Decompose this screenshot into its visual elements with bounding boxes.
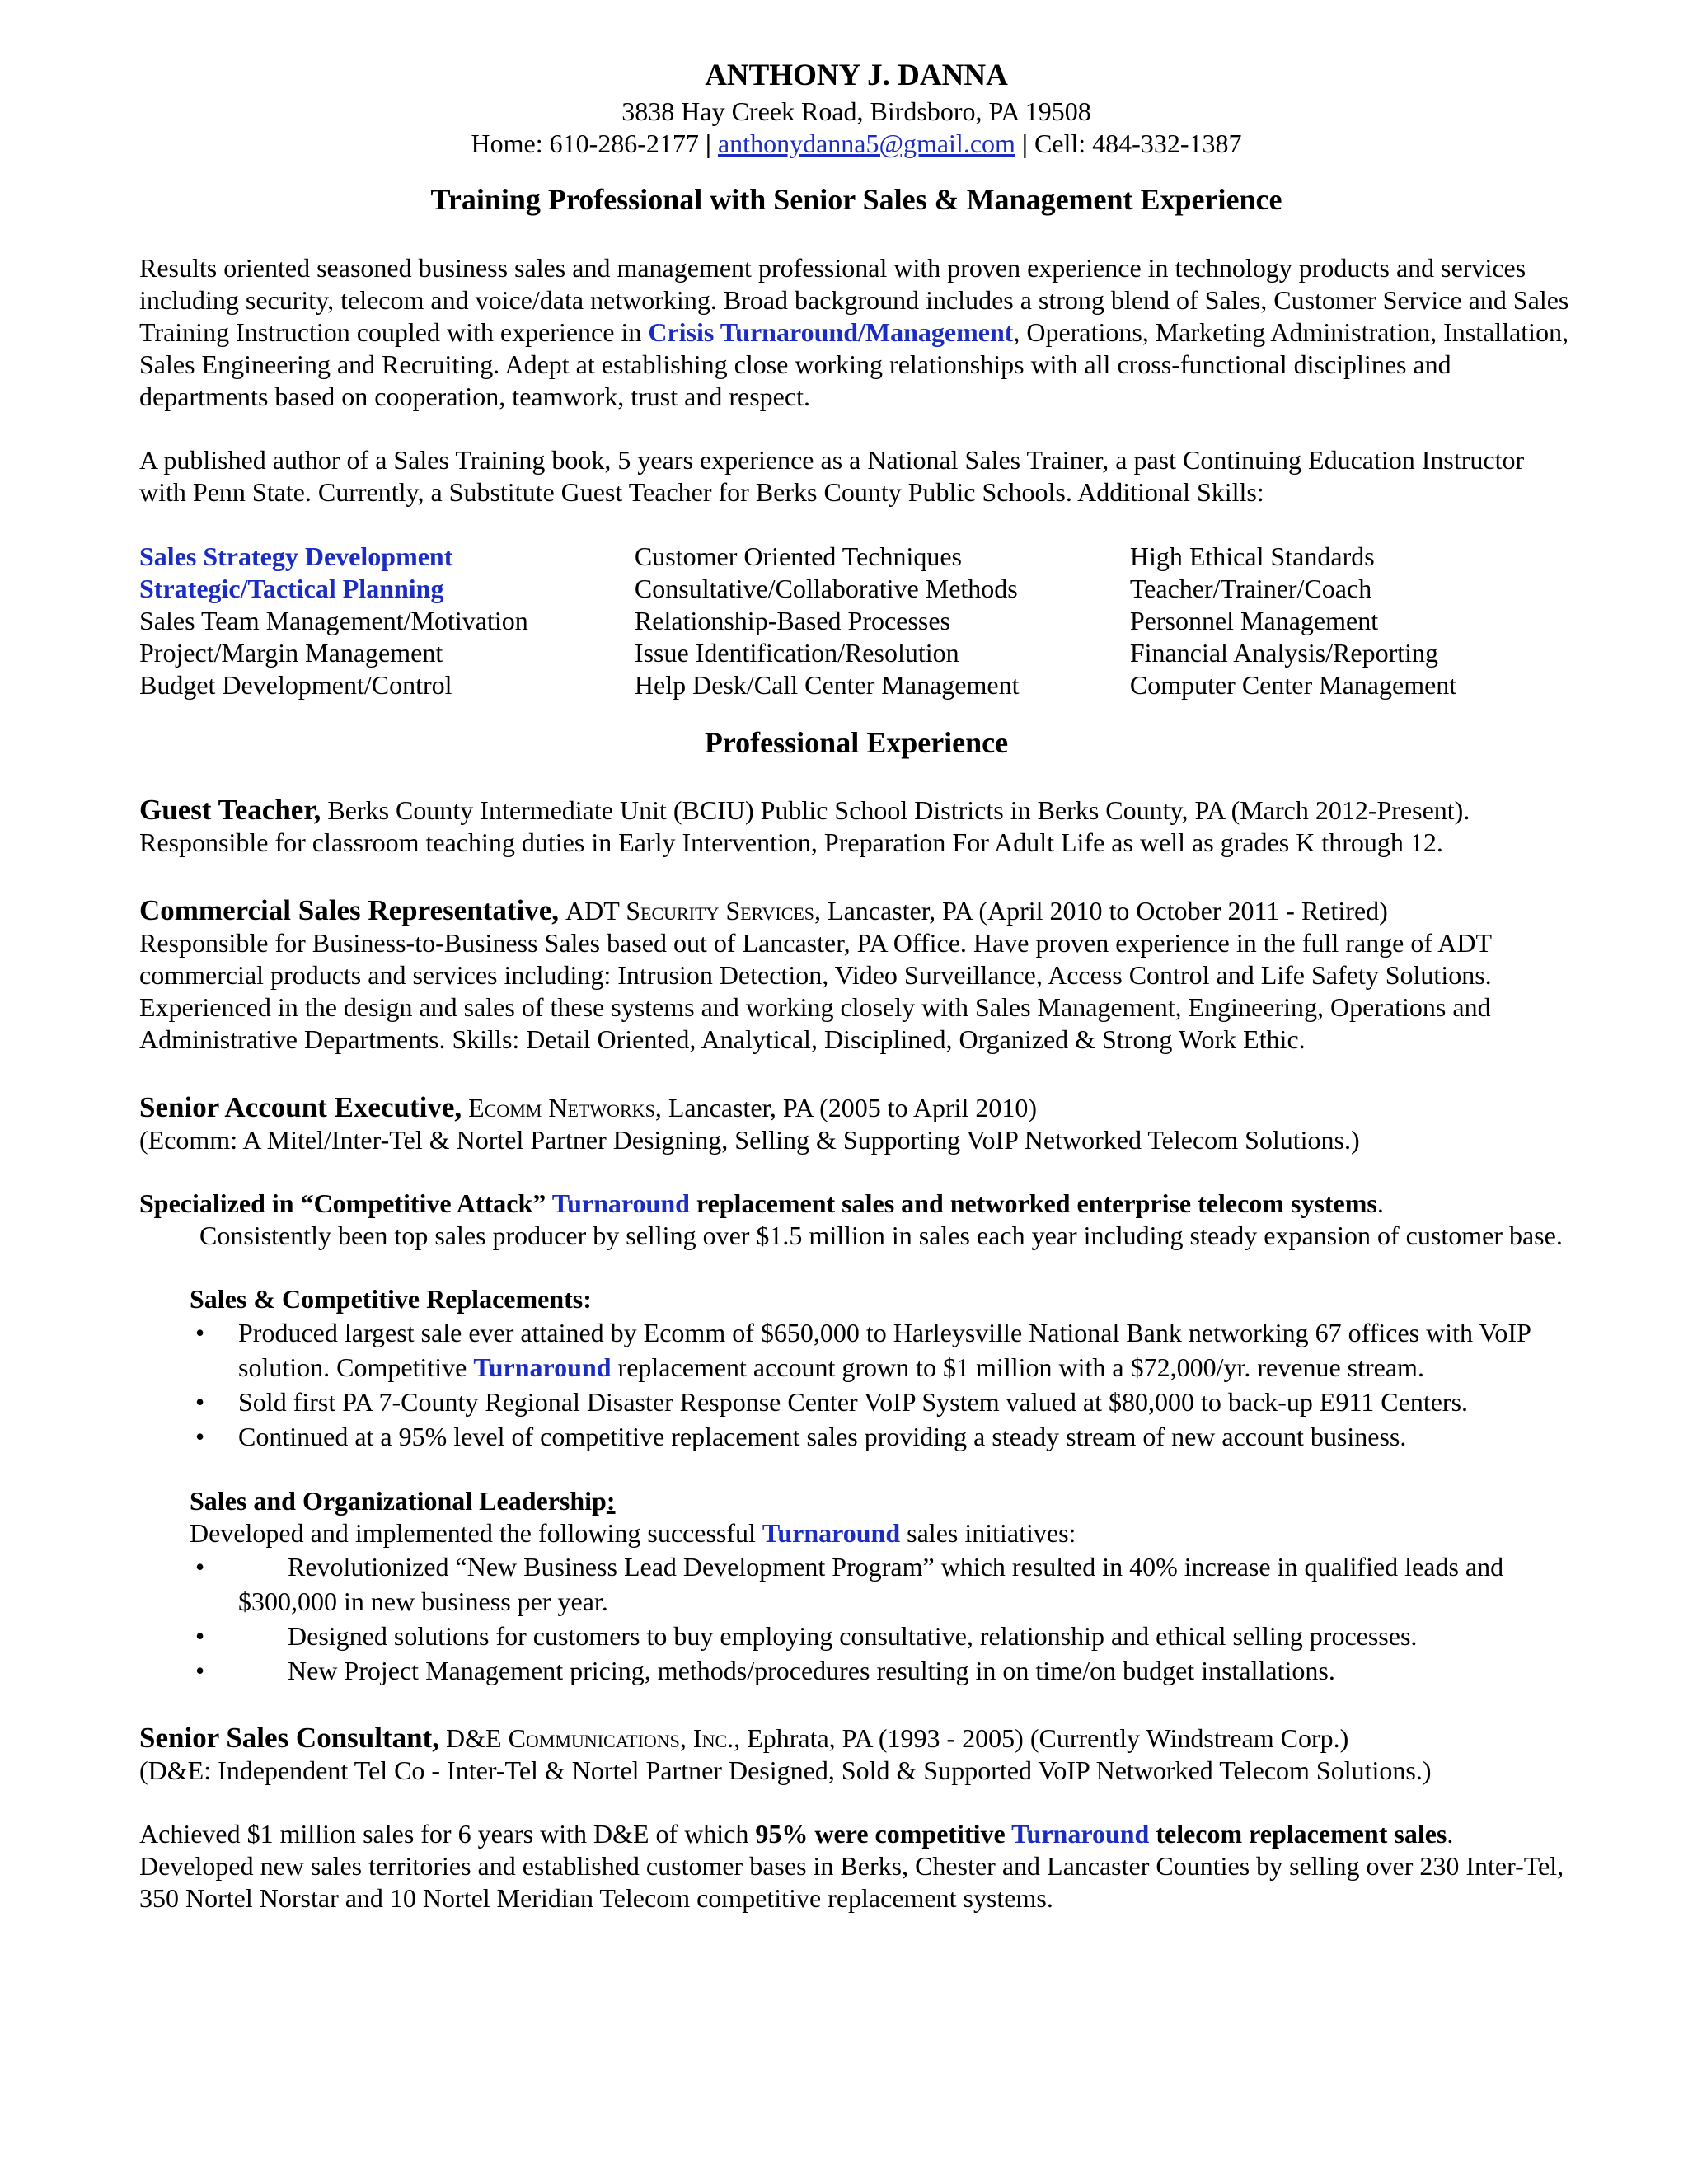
bullet-icon: • xyxy=(195,1656,205,1685)
job-heading xyxy=(139,1091,1573,1124)
headline: Training Professional with Senior Sales & Management Experience xyxy=(430,183,1282,216)
skill-item: Personnel Management xyxy=(1129,606,1379,635)
skills-column-2 xyxy=(635,541,1130,701)
skills-column-1 xyxy=(139,541,635,701)
job-guest-teacher xyxy=(139,794,1573,859)
separator: | xyxy=(705,129,711,158)
home-phone: Home: 610-286-2177 xyxy=(471,129,699,158)
spec-end: . xyxy=(1376,1188,1384,1218)
ach-bold: telecom replacement sales xyxy=(1149,1819,1447,1849)
job-heading xyxy=(139,1722,1573,1755)
bullet-icon: • xyxy=(195,1552,205,1582)
list-item xyxy=(139,1385,1573,1419)
summary-highlight: Crisis Turnaround/Management xyxy=(648,317,1014,347)
separator: | xyxy=(1021,129,1028,158)
email-link[interactable]: anthonydanna5@gmail.com xyxy=(717,129,1015,158)
skill-item: Sales Strategy Development xyxy=(139,541,453,571)
skill-item: Project/Margin Management xyxy=(139,638,443,668)
cell-phone: Cell: 484-332-1387 xyxy=(1034,129,1242,158)
item-text: New Project Management pricing, methods/procedures resulting in on time/on budget installations. xyxy=(288,1656,1335,1685)
resume-page xyxy=(139,56,1573,1915)
skill-item: Financial Analysis/Reporting xyxy=(1129,638,1439,668)
job-company: D&E Communications, Inc. xyxy=(446,1723,734,1753)
job-company: Ecomm Networks xyxy=(468,1093,655,1122)
item-text: Sold first PA 7-County Regional Disaster Response Center VoIP System valued at $80,000 to back-up E911 Centers. xyxy=(238,1387,1469,1417)
spec-description: Consistently been top sales producer by selling over $1.5 million in sales each year including steady expansion of customer base. xyxy=(199,1221,1563,1250)
summary-text: Results oriented seasoned business sales and management professional with proven experience in technology products and services including security, telecom and voice/data networking. Broad background includes a strong blend of Sales, Customer Service and Sales Training Instruction coupled with experience in xyxy=(139,253,1569,347)
job-description: Responsible for Business-to-Business Sales based out of Lancaster, PA Office. Have proven experience in the full range of ADT commercial products and services including: Intrusion Detection, Video Surveillance, Access Control and Life Safety Solutions. Experienced in the design and sales of these systems and working closely with Sales Management, Engineering, Operations and Administrative Departments. Skills: Detail Oriented, Analytical, Disciplined, Organized & Strong Work Ethic. xyxy=(139,928,1492,1054)
achievement xyxy=(139,1818,1573,1850)
skill-item: Computer Center Management xyxy=(1129,670,1457,700)
job-heading xyxy=(139,794,1573,827)
item-text: Revolutionized “New Business Lead Development Program” which resulted in 40% increase in qualified leads and $300,000 in new business per year. xyxy=(238,1552,1504,1616)
achievement-description: Developed new sales territories and established customer bases in Berks, Chester and Lancaster Counties by selling over 230 Inter-Tel, 350 Nortel Norstar and 10 Nortel Meridian Telecom competitive replacement systems. xyxy=(139,1851,1564,1913)
job-note: (D&E: Independent Tel Co - Inter-Tel & Nortel Partner Designed, Sold & Supported VoIP Networked Telecom Solutions.) xyxy=(139,1755,1432,1785)
item-text: Continued at a 95% level of competitive replacement sales providing a steady stream of new account business. xyxy=(238,1422,1407,1451)
list-item xyxy=(139,1315,1573,1385)
job-title: Commercial Sales Representative, xyxy=(139,894,560,926)
skill-item: Consultative/Collaborative Methods xyxy=(634,574,1018,603)
leadership-intro xyxy=(139,1517,1573,1549)
contact-line xyxy=(139,128,1573,160)
skill-item: Issue Identification/Resolution xyxy=(634,638,959,668)
ach-bold: 95% were competitive xyxy=(755,1819,1012,1849)
job-de xyxy=(139,1722,1573,1915)
skill-item: Customer Oriented Techniques xyxy=(634,541,962,571)
bullet-icon: • xyxy=(195,1621,205,1651)
job-title: Guest Teacher, xyxy=(139,794,321,826)
item-text: Produced largest sale ever attained by Ecomm of $650,000 to Harleysville National Bank networking 67 offices with VoIP solution. Competitive xyxy=(238,1318,1531,1382)
item-text: Designed solutions for customers to buy employing consultative, relationship and ethical selling processes. xyxy=(288,1621,1418,1651)
job-org: Berks County Intermediate Unit (BCIU) Public School Districts in Berks County, PA (March 2012-Present). xyxy=(321,795,1470,825)
job-location-dates: , Ephrata, PA (1993 - 2005) (Currently Windstream Corp.) xyxy=(734,1723,1349,1753)
candidate-name: ANTHONY J. DANNA xyxy=(705,59,1008,92)
skill-item: Help Desk/Call Center Management xyxy=(634,670,1020,700)
job-adt xyxy=(139,894,1573,1056)
job-location-dates: , Lancaster, PA (April 2010 to October 2011 - Retired) xyxy=(814,896,1388,926)
skills-grid xyxy=(139,541,1573,701)
skill-item: High Ethical Standards xyxy=(1129,541,1375,571)
list-item xyxy=(139,1619,1573,1653)
ach-end: . xyxy=(1447,1819,1454,1849)
skill-item: Budget Development/Control xyxy=(139,670,452,700)
resume-header xyxy=(139,56,1573,160)
job-heading xyxy=(139,894,1573,927)
job-title: Senior Sales Consultant, xyxy=(139,1722,440,1754)
bullet-icon: • xyxy=(195,1318,205,1347)
achievement-list xyxy=(139,1315,1573,1454)
spec-text: replacement sales and networked enterprise telecom systems xyxy=(689,1188,1377,1218)
list-item xyxy=(139,1419,1573,1454)
skills-column-3 xyxy=(1130,541,1573,701)
summary-paragraph xyxy=(139,252,1573,413)
skill-item: Relationship-Based Processes xyxy=(634,606,950,635)
item-text: replacement account grown to $1 million with a $72,000/yr. revenue stream. xyxy=(611,1352,1424,1382)
initiative-list xyxy=(139,1549,1573,1688)
bullet-icon: • xyxy=(195,1422,205,1451)
subheading-text: Sales and Organizational Leadership xyxy=(190,1486,607,1516)
bullet-icon: • xyxy=(195,1387,205,1417)
subheading xyxy=(139,1485,1573,1517)
ach-highlight: Turnaround xyxy=(1011,1819,1150,1849)
job-location-dates: , Lancaster, PA (2005 to April 2010) xyxy=(654,1093,1038,1122)
job-title: Senior Account Executive, xyxy=(139,1091,462,1123)
spec-text: Specialized in “Competitive Attack” xyxy=(139,1188,552,1218)
job-company: ADT Security Services xyxy=(565,896,815,926)
item-highlight: Turnaround xyxy=(473,1352,612,1382)
intro-text: sales initiatives: xyxy=(900,1518,1076,1548)
section-title-experience: Professional Experience xyxy=(704,726,1009,759)
skill-item: Strategic/Tactical Planning xyxy=(139,574,444,603)
subheading: Sales & Competitive Replacements: xyxy=(190,1284,592,1314)
list-item xyxy=(139,1549,1573,1619)
subheading-colon: : xyxy=(606,1486,616,1516)
intro-text: Developed and implemented the following successful xyxy=(190,1518,762,1548)
skill-item: Teacher/Trainer/Coach xyxy=(1129,574,1372,603)
address: 3838 Hay Creek Road, Birdsboro, PA 19508 xyxy=(621,96,1091,126)
job-description: Responsible for classroom teaching duties in Early Intervention, Preparation For Adult Life as well as grades K through 12. xyxy=(139,827,1443,857)
job-ecomm xyxy=(139,1091,1573,1688)
ach-text: Achieved $1 million sales for 6 years with D&E of which xyxy=(139,1819,756,1849)
job-note: (Ecomm: A Mitel/Inter-Tel & Nortel Partner Designing, Selling & Supporting VoIP Networked Telecom Solutions.) xyxy=(139,1125,1360,1155)
spec-highlight: Turnaround xyxy=(551,1188,690,1218)
specialization xyxy=(139,1188,1573,1220)
summary-paragraph-2: A published author of a Sales Training book, 5 years experience as a National Sales Trainer, a past Continuing Education Instructor with Penn State. Currently, a Substitute Guest Teacher for Berks County Public Schools. Additional Skills: xyxy=(139,445,1525,507)
summary-text: , Operations, Marketing Administration, Installation, Sales Engineering and Recruiting. Adept at establishing close working relationships with all cross-functional disciplines and departments based on cooperation, teamwork, trust and respect. xyxy=(139,317,1569,411)
list-item xyxy=(139,1653,1573,1688)
intro-highlight: Turnaround xyxy=(762,1518,901,1548)
skill-item: Sales Team Management/Motivation xyxy=(139,606,528,635)
